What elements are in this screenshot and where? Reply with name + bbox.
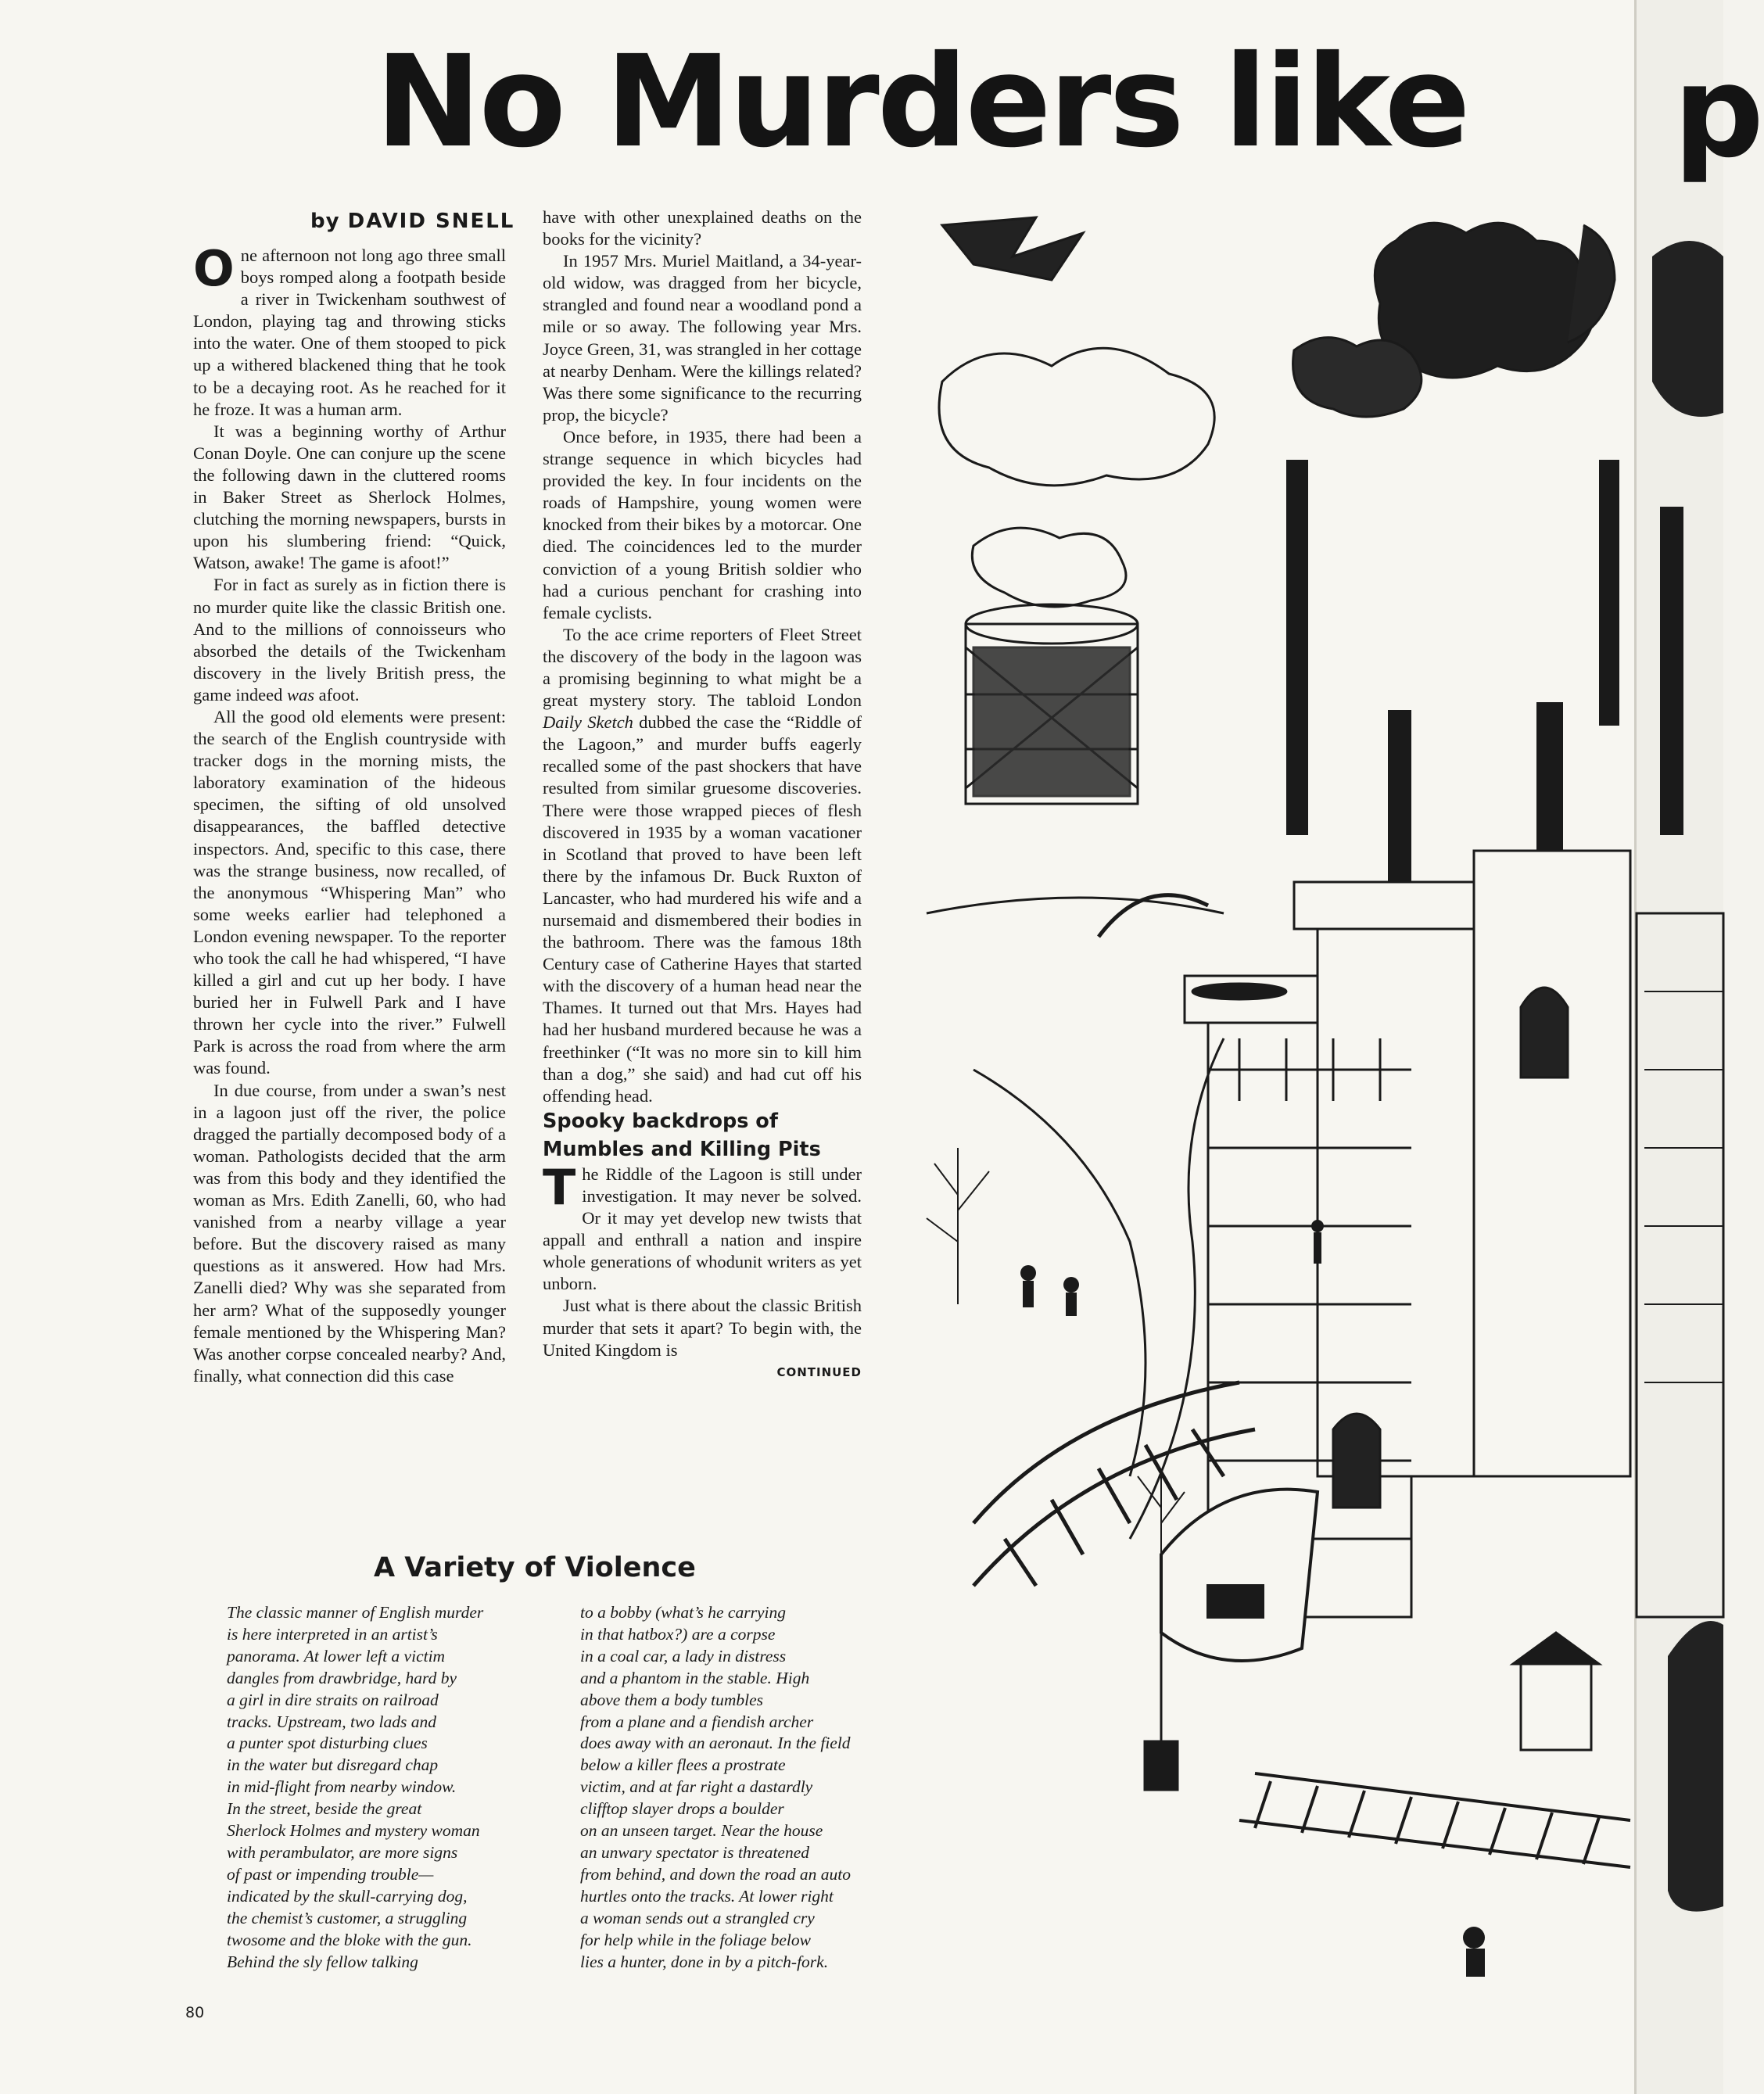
gasholder xyxy=(966,604,1138,804)
article-paragraph: Just what is there about the classic British murder that sets it apart? To begin with, the United Kingdom is xyxy=(543,1296,862,1360)
article-paragraph: In due course, from under a swan’s nest in a lagoon just off the river, the police dragged the partially decomposed body of a woman. Pathologists decided that the arm was from this body and they identified the woman as Mrs. Edith Zanelli, 60, who had vanished from a nearby village a year before. But the discovery raised as many questions as it answered. How had Mrs. Zanelli died? Why was she separated from her arm? What of the supposedly younger female mentioned by the Whispering Man? Was another corpse concealed nearby? And, finally, what connection did this case xyxy=(193,1080,506,1386)
signal-hut xyxy=(1513,1633,1599,1750)
paragraph-text: dubbed the case the “Riddle of the Lagoon,” and murder buffs eagerly recalled some of the past shockers that have resulted from similar gruesome discoveries. There were those wrapped pieces of flesh discovered in 1935 by a woman vacationer in Scotland that proved to have been left there by the infamous Dr. Buck Ruxton of Lancaster, who had murdered his wife and a nursemaid and dismembered their bodies in the bathroom. There was the famous 18th Century case of Catherine Hayes that started with the discovery of a human head near the Thames. It turned out that Mrs. Hayes had had her husband murdered because he was a freethinker (“It was no more sin to kill him than a dog,” she said) and had cut off his offending head. xyxy=(543,712,862,1106)
continued-label: CONTINUED xyxy=(776,1364,862,1379)
page-number: 80 xyxy=(185,2004,205,2021)
article-paragraph xyxy=(543,1158,862,1296)
caption-column-2: to a bobby (what’s he carrying in that hatbox?) are a corpse in a coal car, a lady in distress and a phantom in the stable. High above them a body tumbles from a plane and a fiendish archer does away with an aeronaut. In the field below a killer flees a prostrate victim, and at far right a dastardly clifftop slayer drops a boulder on an unseen target. Near the house an unwary spectator is threatened from behind, and down the road an auto hurtles onto the tracks. At lower right a woman sends out a strangled cry for help while in the foliage below lies a hunter, done in by a pitch-fork. xyxy=(580,1603,851,1971)
section-subhead xyxy=(543,1107,862,1164)
headline-continued: p xyxy=(1673,39,1764,186)
subhead-line: Mumbles and Killing Pits xyxy=(543,1137,821,1161)
murder-panorama-illustration xyxy=(927,210,1634,1985)
article-column-1 xyxy=(193,240,506,1387)
paragraph-text: afoot. xyxy=(314,684,360,705)
article-paragraph: Once before, in 1935, there had been a strange sequence in which bicycles had provided the key. In four incidents on the roads of Hampshire, young women were knocked from their bikes by a motorcar. One died. The coincidences led to the murder conviction of a young British soldier who had a curious penchant for crashing into female cyclists. xyxy=(543,426,862,622)
emphasis-text: Daily Sketch xyxy=(543,712,633,733)
article-paragraph: have with other unexplained deaths on the books for the vicinity? xyxy=(543,207,862,249)
drop-cap: T xyxy=(543,1158,576,1216)
byline xyxy=(310,210,514,233)
railroad-tracks xyxy=(1239,1773,1630,1867)
paragraph-text: ne afternoon not long ago three small boys romped along a footpath beside a river in Twickenham southwest of London, playing tag and throwing sticks into the water. One of them stooped to pick up a withered blackened thing that he took to be a decaying root. As he reached for it he froze. It was a human arm. xyxy=(193,246,506,419)
smoke-clouds xyxy=(939,217,1615,607)
subhead-line: Spooky backdrops of xyxy=(543,1109,778,1133)
paragraph-text: he Riddle of the Lagoon is still under investigation. It may never be solved. Or it may yet develop new twists that appall and enthrall a nation and inspire whole generations of whodunit writers as yet unborn. xyxy=(543,1164,862,1294)
article-lead-paragraph xyxy=(193,240,506,421)
boat xyxy=(1161,1490,1318,1661)
paragraph-text: For in fact as surely as in fiction there is no murder quite like the classic British one. And to the millions of connoisseurs who absorbed the details of the Twickenham discovery in the lively British press, the game indeed xyxy=(193,575,506,705)
sidebar-title: A Variety of Violence xyxy=(374,1552,696,1583)
article-paragraph: All the good old elements were present: the search of the English countryside with tracker dogs in the morning mists, the laboratory examination of the hideous specimen, the sifting of old unsolved disappearances, the baffled detective inspectors. And, specific to this case, there was the strange business, now recalled, of the anonymous “Whispering Man” who some weeks earlier had telephoned a London evening newspaper. To the reporter who took the call he had whispered, “I have killed a girl and cut up her body. I have buried her in Fulwell Park and I have thrown her cycle into the river.” Fulwell Park is across the road from where the arm was found. xyxy=(193,706,506,1078)
drop-cap: O xyxy=(193,240,235,297)
article-paragraph xyxy=(193,574,506,706)
byline-prefix: by xyxy=(310,210,340,233)
author-name: DAVID SNELL xyxy=(347,210,515,233)
headline: No Murders like xyxy=(375,29,1468,176)
emphasis-text: was xyxy=(286,684,314,705)
article-paragraph xyxy=(543,624,862,1107)
paragraph-text: To the ace crime reporters of Fleet Street the discovery of the body in the lagoon was a promising beginning to what might be a great mystery story. The tabloid London xyxy=(543,624,862,711)
right-page-illustration-edge xyxy=(1637,210,1723,1985)
article-paragraph: In 1957 Mrs. Muriel Maitland, a 34-year-old widow, was dragged from her bicycle, strangled and found near a woodland pond a mile or so away. The following year Mrs. Joyce Green, 31, was strangled in her cottage at nearby Denham. Were the killings related? Was there some significance to the recurring prop, the bicycle? xyxy=(543,251,862,425)
article-column-2 xyxy=(543,206,862,1383)
right-page-edge xyxy=(1634,0,1723,2094)
article-paragraph: It was a beginning worthy of Arthur Conan Doyle. One can conjure up the scene the following dawn in the cluttered rooms in Baker Street as Sherlock Holmes, clutching the morning newspapers, bursts in upon his slumbering friend: “Quick, Watson, awake! The game is afoot!” xyxy=(193,421,506,573)
caption-column-1: The classic manner of English murder is here interpreted in an artist’s panorama. At lower left a victim dangles from drawbridge, hard by a girl in dire straits on railroad tracks. Upstream, two lads and a punter spot disturbing clues in the water but disregard chap in mid-flight from nearby window. In the street, beside the great Sherlock Holmes and mystery woman with perambulator, are more signs of past or impending trouble— indicated by the skull-carrying dog, the chemist’s customer, a struggling twosome and the bloke with the gun. Behind the sly fellow talking xyxy=(227,1603,484,1971)
